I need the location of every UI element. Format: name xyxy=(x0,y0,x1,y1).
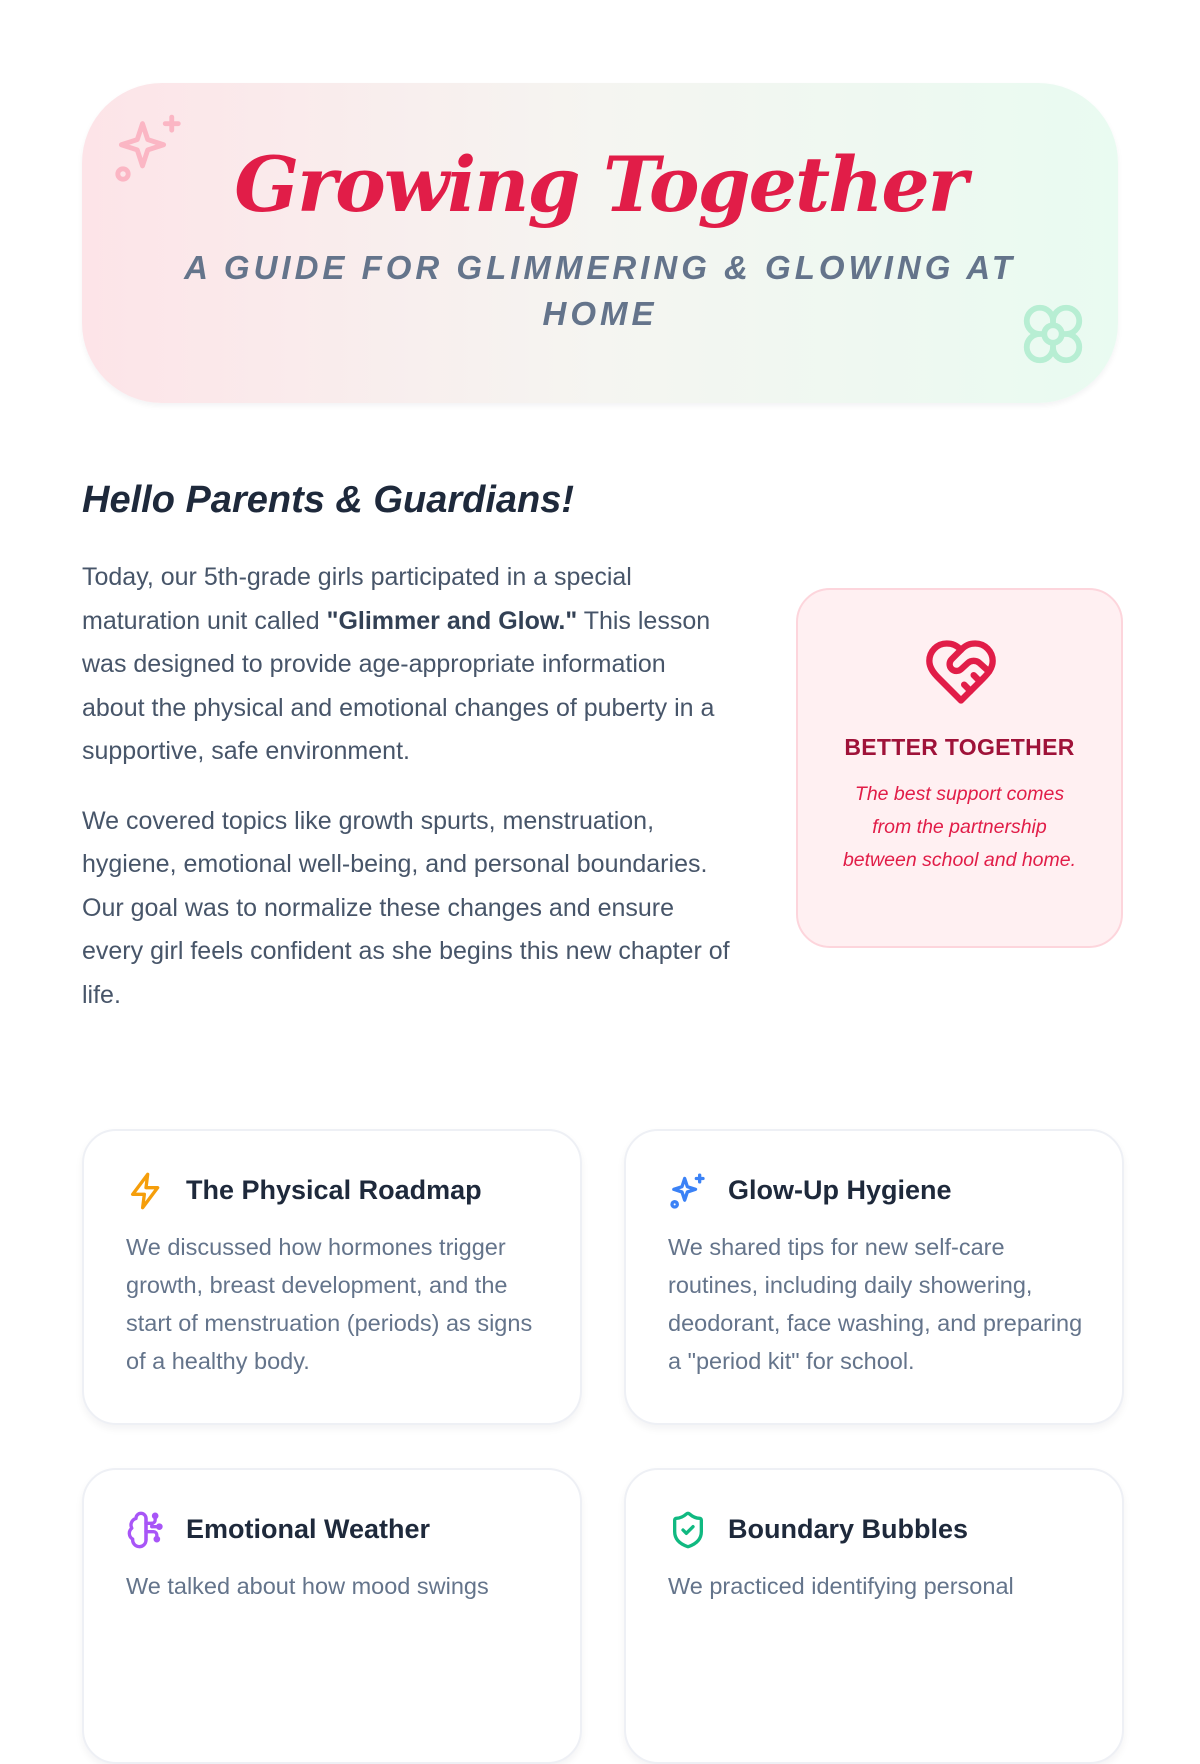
topic-card-emotional-weather xyxy=(82,1468,582,1764)
intro-paragraph-1-end: This lesson was designed to provide age-appropriate information about the physical and emotional changes of puberty in a supportive, safe environment. xyxy=(82,606,715,765)
shield-check-icon xyxy=(668,1510,708,1550)
greeting-heading: Hello Parents & Guardians! xyxy=(82,479,575,521)
topic-card-boundary-bubbles xyxy=(624,1468,1124,1764)
unit-name: "Glimmer and Glow." xyxy=(326,606,578,635)
callout-title: BETTER TOGETHER xyxy=(844,734,1075,760)
intro-paragraph-1 xyxy=(82,556,732,774)
intro-text xyxy=(82,556,732,1043)
topic-text: We talked about how mood swings xyxy=(126,1573,489,1599)
topic-card-physical-roadmap xyxy=(82,1129,582,1425)
topic-title: Boundary Bubbles xyxy=(728,1514,969,1544)
topic-card-glow-up-hygiene xyxy=(624,1129,1124,1425)
topic-text: We practiced identifying personal xyxy=(668,1573,1014,1599)
topic-text: We discussed how hormones trigger growth, breast development, and the start of menstruation (periods) as signs of a healthy body. xyxy=(126,1234,533,1374)
better-together-callout xyxy=(796,588,1123,948)
intro-paragraph-2: We covered topics like growth spurts, menstruation, hygiene, emotional well-being, and personal boundaries. Our goal was to normalize these changes and ensure every girl feels confident as she begins this new chapter of life. xyxy=(82,806,730,1009)
page-title: Growing Together xyxy=(234,140,966,229)
flower-icon xyxy=(1018,299,1088,369)
callout-text: The best support comes from the partnership between school and home. xyxy=(842,783,1077,871)
lightning-icon xyxy=(126,1171,166,1211)
brain-icon xyxy=(126,1510,166,1550)
topic-text: We shared tips for new self-care routines, including daily showering, deodorant, face washing, and preparing a "period kit" for school. xyxy=(668,1234,1083,1374)
topic-title: Emotional Weather xyxy=(186,1514,431,1544)
sparkles-icon xyxy=(668,1171,708,1211)
hero-banner xyxy=(82,83,1118,403)
heart-handshake-icon xyxy=(923,634,999,710)
page-subtitle: A GUIDE FOR GLIMMERING & GLOWING AT HOME xyxy=(184,249,1016,332)
topic-title: Glow-Up Hygiene xyxy=(728,1175,952,1205)
intro-paragraph-1-start: Today, our 5th-grade girls participated in a special maturation unit called xyxy=(82,563,632,635)
topic-title: The Physical Roadmap xyxy=(186,1175,482,1205)
